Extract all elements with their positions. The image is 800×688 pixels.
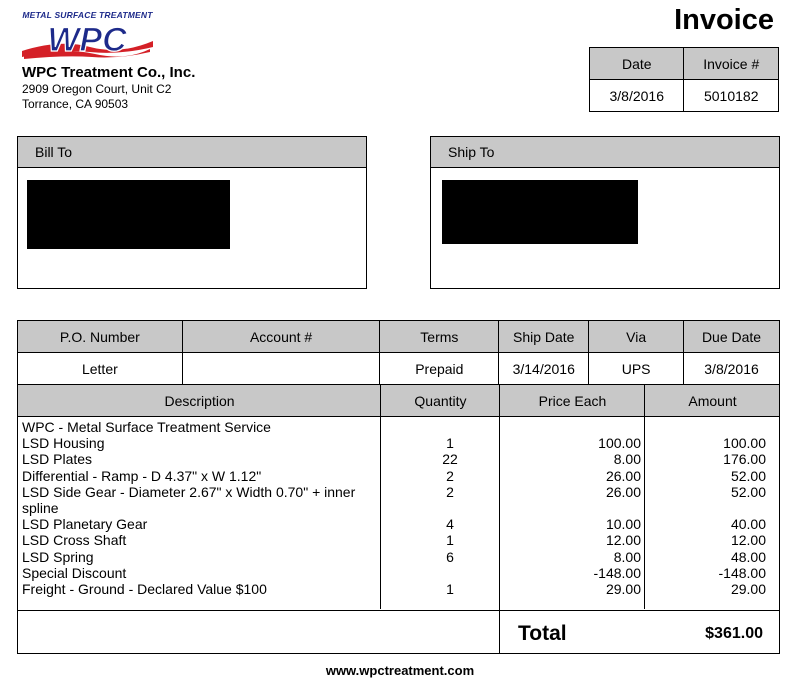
item-description: LSD Side Gear - Diameter 2.67" x Width 0.70" + inner	[22, 483, 356, 500]
table-row	[18, 516, 779, 532]
table-row	[18, 468, 779, 484]
company-info	[22, 64, 195, 112]
item-description: LSD Housing	[22, 435, 105, 452]
company-name: WPC Treatment Co., Inc.	[22, 64, 196, 81]
footer-website: www.wpctreatment.com	[325, 663, 475, 678]
table-row	[18, 500, 779, 516]
item-description: LSD Planetary Gear	[22, 516, 148, 533]
line-item-rows	[18, 419, 779, 597]
item-price-each: 8.00	[613, 451, 641, 468]
invoice-number: 5010182	[684, 80, 779, 112]
via-label: Via	[589, 321, 684, 353]
invoice-number-label: Invoice #	[684, 48, 779, 80]
po-number-label: P.O. Number	[18, 321, 183, 353]
bill-to-label: Bill To	[18, 137, 366, 168]
logo-tagline: METAL SURFACE TREATMENT	[22, 10, 153, 20]
due-date: 3/8/2016	[684, 353, 780, 385]
item-price-each: -148.00	[593, 564, 641, 581]
description-header: Description	[164, 393, 235, 409]
company-address-line1: 2909 Oregon Court, Unit C2	[22, 82, 172, 96]
table-row	[18, 549, 779, 565]
item-quantity: 1	[446, 435, 454, 452]
item-amount: 12.00	[730, 532, 766, 549]
po-number: Letter	[18, 353, 183, 385]
item-amount: 29.00	[730, 580, 766, 597]
item-amount: 100.00	[723, 435, 766, 452]
item-description: Freight - Ground - Declared Value $100	[22, 580, 267, 597]
amount-header: Amount	[688, 393, 737, 409]
via: UPS	[589, 353, 684, 385]
quantity-header: Quantity	[414, 393, 467, 409]
table-row	[18, 451, 779, 467]
item-description: LSD Plates	[22, 451, 93, 468]
item-price-each: 26.00	[605, 467, 641, 484]
item-description: LSD Cross Shaft	[22, 532, 127, 549]
item-amount: 48.00	[730, 548, 766, 565]
price-each-header: Price Each	[538, 393, 607, 409]
table-row	[18, 565, 779, 581]
item-amount: 176.00	[723, 451, 766, 468]
item-price-each: 100.00	[598, 435, 641, 452]
item-amount: -148.00	[718, 564, 766, 581]
total-label: Total	[518, 622, 567, 645]
bill-to-box	[17, 136, 367, 289]
document-title: Invoice	[674, 4, 774, 36]
item-amount: 40.00	[730, 516, 766, 533]
redacted-ship-to-address	[442, 180, 638, 244]
item-price-each: 8.00	[613, 548, 641, 565]
terms-label: Terms	[380, 321, 499, 353]
ship-date: 3/14/2016	[499, 353, 589, 385]
company-address-line2: Torrance, CA 90503	[22, 97, 129, 111]
item-quantity: 2	[446, 483, 454, 500]
item-amount: 52.00	[730, 467, 766, 484]
item-amount: 52.00	[730, 483, 766, 500]
invoice-meta-table	[589, 47, 779, 112]
item-quantity: 4	[446, 516, 454, 533]
item-description: Differential - Ramp - D 4.37" x W 1.12"	[22, 467, 262, 484]
table-row	[18, 532, 779, 548]
item-quantity: 1	[446, 532, 454, 549]
item-quantity: 1	[446, 580, 454, 597]
item-description: LSD Spring	[22, 548, 94, 565]
ship-to-box	[430, 136, 780, 289]
due-date-label: Due Date	[684, 321, 780, 353]
order-terms-table	[17, 320, 780, 385]
total-value: $361.00	[705, 625, 763, 642]
item-quantity: 6	[446, 548, 454, 565]
ship-date-label: Ship Date	[499, 321, 589, 353]
wpc-logo-icon	[20, 21, 155, 63]
item-description: Special Discount	[22, 564, 127, 581]
logo-mark: WPC	[47, 21, 127, 59]
date-label: Date	[590, 48, 684, 80]
item-price-each: 10.00	[605, 516, 641, 533]
company-logo	[20, 10, 155, 66]
account-number	[182, 353, 380, 385]
terms: Prepaid	[380, 353, 499, 385]
invoice-date: 3/8/2016	[590, 80, 684, 112]
item-price-each: 29.00	[605, 580, 641, 597]
item-description: WPC - Metal Surface Treatment Service	[22, 419, 271, 435]
total-row	[18, 610, 779, 654]
item-description: spline	[22, 499, 59, 516]
item-quantity: 2	[446, 467, 454, 484]
line-items-header	[18, 385, 779, 417]
item-price-each: 12.00	[605, 532, 641, 549]
line-items-table	[17, 384, 780, 654]
table-row	[18, 484, 779, 500]
item-price-each: 26.00	[605, 483, 641, 500]
table-row	[18, 581, 779, 597]
table-row	[18, 435, 779, 451]
ship-to-label: Ship To	[431, 137, 779, 168]
redacted-bill-to-address	[27, 180, 230, 249]
item-quantity: 22	[442, 451, 458, 468]
account-number-label: Account #	[182, 321, 380, 353]
table-row	[18, 419, 779, 435]
